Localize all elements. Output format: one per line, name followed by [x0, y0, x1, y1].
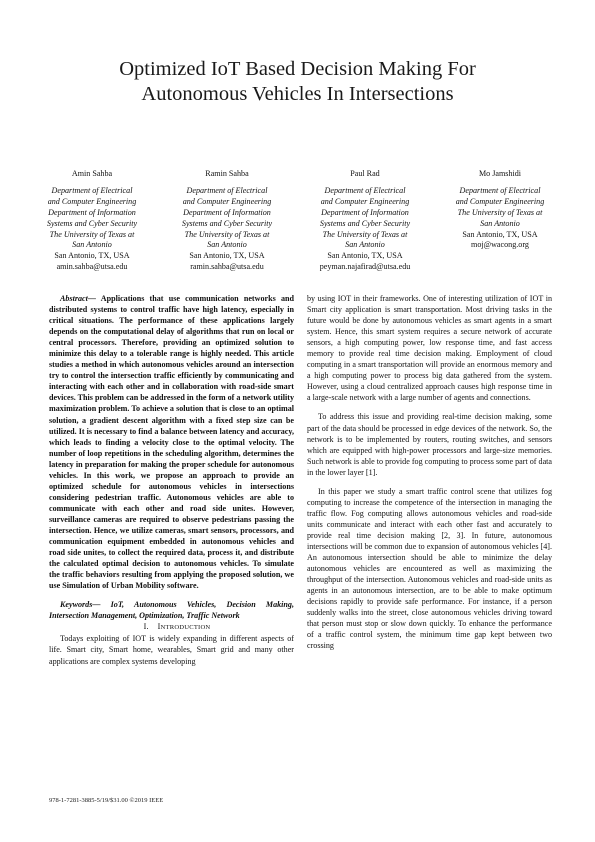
keywords	[49, 599, 294, 621]
title-line-2: Autonomous Vehicles In Intersections	[141, 83, 454, 105]
author-location: San Antonio, TX, USA	[327, 251, 403, 261]
author-affiliation-line: and Computer Engineering	[182, 196, 272, 206]
author-affiliation-line: San Antonio	[207, 240, 247, 250]
author-block-3	[306, 169, 424, 273]
author-block-4	[441, 169, 559, 251]
body-paragraph: Todays exploiting of IOT is widely expanding in different aspects of life. Smart city, Smart home, wearables, Smart grid and many other applications are complex systems developing	[49, 634, 294, 666]
author-affiliation-line: Systems and Cyber Security	[319, 218, 411, 228]
author-email: ramin.sahba@utsa.edu	[190, 262, 264, 272]
author-affiliation-line: and Computer Engineering	[47, 196, 137, 206]
author-email: peyman.najafirad@utsa.edu	[319, 262, 411, 272]
author-affiliation-line: Systems and Cyber Security	[181, 218, 273, 228]
abstract-label: Abstract—	[60, 294, 96, 303]
author-affiliation-line: The University of Texas at	[184, 229, 270, 239]
keywords-text: IoT, Autonomous Vehicles, Decision Making, Intersection Management, Optimization, Traffic Network	[49, 600, 294, 621]
author-affiliation-line: Department of Electrical	[459, 185, 541, 195]
author-affiliation-line: The University of Texas at	[457, 207, 543, 217]
copyright-footer: 978-1-7281-3885-5/19/$31.00 ©2019 IEEE	[49, 797, 164, 804]
author-affiliation-line: San Antonio	[345, 240, 385, 250]
author-name: Ramin Sahba	[205, 169, 249, 178]
body-paragraph: by using IOT in their frameworks. One of interesting utilization of IOT in Smart city application is smart transportation. Most driving tasks in the future would be done by autonomous vehicles as smart agents in a smart system. Hence, this smart system requires a secure network of accurate sensors, a high computing power, low response time, and fast access memory to provide real time decision making. Employment of cloud computing in a smart transportation will provide an enormous memory and a high computing power to process big data gathered from the system. However, using a cloud centralized approach causes high response time in a large-scale network with a large number of agents and connections.	[307, 294, 552, 403]
author-affiliation-line: Systems and Cyber Security	[46, 218, 138, 228]
author-affiliation-line: The University of Texas at	[322, 229, 408, 239]
author-block-1	[33, 169, 151, 273]
author-affiliation-line: and Computer Engineering	[320, 196, 410, 206]
section-number: I.	[143, 622, 149, 632]
body-paragraph: In this paper we study a smart traffic control scene that utilizes fog computing to increase the competence of the intersection in managing the traffic flow. Fog computing allows autonomous vehicles and road-side units communicate and interact with each other fast and accurately to provide real time decision making [2, 3]. In future, autonomous intersections will be common due to expansion of autonomous vehicles [4]. An autonomous intersection should be able to minimize the delay autonomous vehicles are encountered as well as maximizing the throughput of the intersection. Autonomous vehicles and road-side units as agents in an autonomous intersection, are to be able to make optimum decisions rapidly to provide safe performance. For instance, if a person suddenly walks into the street, close autonomous vehicles driving toward that person must stop or slow down quickly. To enhance the performance of a traffic control system, the minimum time gap kept between two crossing	[307, 486, 552, 651]
author-affiliation-line: Department of Information	[48, 207, 136, 217]
paper-title	[40, 57, 555, 107]
author-name: Paul Rad	[350, 169, 380, 178]
author-location: San Antonio, TX, USA	[189, 251, 265, 261]
title-line-1: Optimized IoT Based Decision Making For	[119, 58, 476, 80]
right-column	[307, 293, 552, 651]
author-affiliation-line: The University of Texas at	[49, 229, 135, 239]
author-block-2	[168, 169, 286, 273]
left-column	[49, 293, 294, 667]
author-affiliation-line: Department of Information	[183, 207, 271, 217]
author-affiliation-line: Department of Information	[321, 207, 409, 217]
body-paragraph: To address this issue and providing real-time decision making, some part of the data should be processed in edge devices of the network. So, the network is to be implemented by routers, routing switches, and sensors which are equipped with high-power processors and large-size memories. Such network is able to provide fog computing to process some part of data in the lower layer [1].	[307, 412, 552, 477]
author-location: San Antonio, TX, USA	[462, 229, 538, 239]
abstract-text: Applications that use communication networks and distributed systems to control traffic have high latency, especially in critical situations. The performance of these applications largely depends on the computational delay of algorithms that run on local or central processors. Therefore, providing an optimized solution to minimize this delay to a tolerable range is highly needed. This article studies a method in which autonomous vehicles around an intersection try to control the intersection traffic efficiently by communicating and interacting with each other and in collaboration with road-side smart devices. This problem can be addressed in the form of a network utility maximization problem. To achieve a solution that is close to an optimal solution, a gradient descent algorithm with a fixed step size can be utilized. It is necessary to find a balance between latency and accuracy, which leads to finding a velocity close to the optimal velocity. The number of loop repetitions in the scheduling algorithm, determines the latency in preparation for making the proper schedule for autonomous vehicles. In this work, we propose an approach to provide an optimized schedule for autonomous vehicles in intersections considering pedestrian traffic. Autonomous vehicles are able to communicate with each other and road side unites. However, surveillance cameras are required to observe pedestrians passing the intersection. Hence, we utilize cameras, smart sensors, processors, and communication equipment embedded in autonomous vehicles and road side unites, to collect the required data, process it, and distribute the calculated optimal decision to autonomous vehicles. To simulate the traffic behaviors resulting from applying the proposed solution, we use Simulation of Urban Mobility software.	[49, 294, 294, 591]
keywords-label: Keywords—	[60, 600, 101, 610]
author-affiliation-line: San Antonio	[480, 218, 520, 228]
author-affiliation-line: Department of Electrical	[51, 185, 133, 195]
author-name: Amin Sahba	[71, 169, 113, 178]
section-heading-introduction	[49, 621, 294, 633]
author-affiliation-line: Department of Electrical	[186, 185, 268, 195]
abstract	[49, 293, 294, 591]
author-affiliation-line: Department of Electrical	[324, 185, 406, 195]
author-name: Mo Jamshidi	[478, 169, 522, 178]
author-location: San Antonio, TX, USA	[54, 251, 130, 261]
section-title-initial: I	[157, 622, 161, 632]
author-email: amin.sahba@utsa.edu	[56, 262, 128, 272]
author-affiliation-line: and Computer Engineering	[455, 196, 545, 206]
author-affiliation-line: San Antonio	[72, 240, 112, 250]
section-title-rest: NTRODUCTION	[160, 624, 211, 632]
author-email: moj@wacong.org	[471, 240, 529, 250]
